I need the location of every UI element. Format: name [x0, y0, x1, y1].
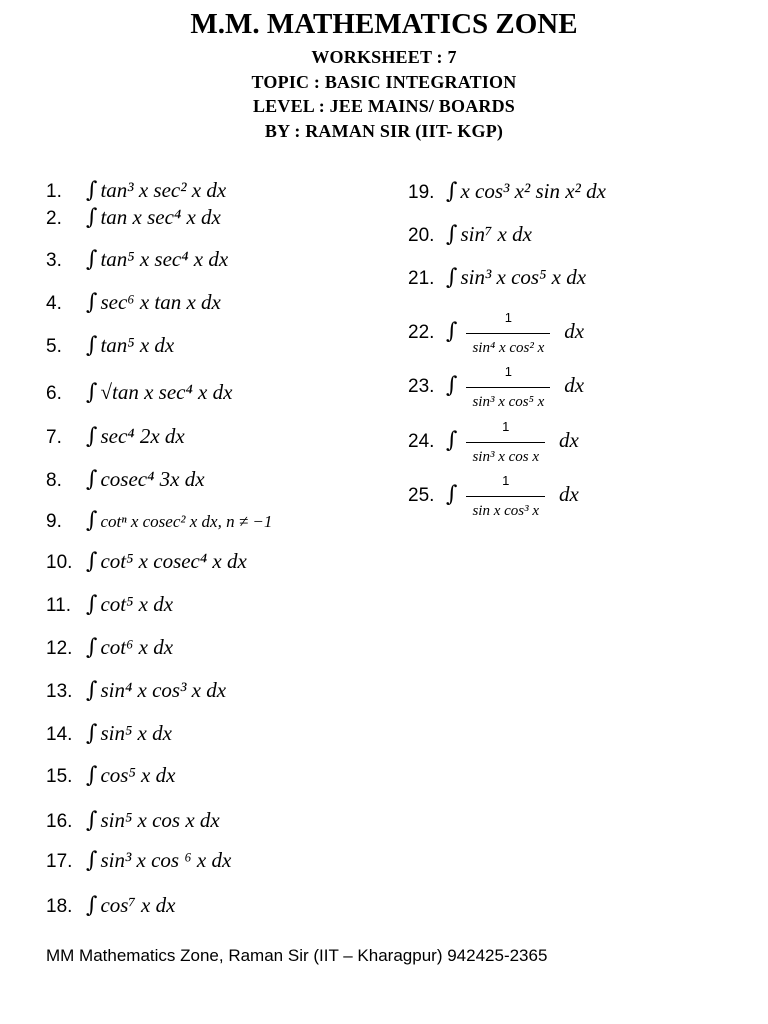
problem-item [46, 424, 185, 452]
problem-item [46, 467, 205, 495]
problem-item [46, 549, 247, 577]
fraction-denominator: sin x cos³ x [466, 496, 545, 523]
author-line: BY : RAMAN SIR (IIT- KGP) [264, 121, 504, 141]
problem-number: 17. [46, 851, 73, 872]
integrand: tan⁵ x dx [100, 333, 175, 357]
fraction [466, 360, 550, 414]
problem-item [408, 306, 585, 356]
integrand: sin⁵ x dx [100, 721, 172, 745]
problem-item [46, 247, 228, 275]
integrand: cosec⁴ 3x dx [100, 467, 205, 491]
footer-contact: MM Mathematics Zone, Raman Sir (IIT – Kharagpur) 942425-2365 [46, 946, 548, 965]
problem-item [46, 848, 231, 876]
problem-number: 24. [408, 431, 435, 452]
problem-item [46, 205, 221, 233]
integral-symbol: ∫ [86, 424, 98, 449]
level-line: LEVEL : JEE MAINS/ BOARDS [252, 96, 516, 116]
problem-number: 8. [46, 470, 62, 491]
integral-symbol: ∫ [446, 179, 458, 204]
integrand: sec⁶ x tan x dx [100, 290, 221, 314]
problem-item [46, 290, 221, 318]
integral-symbol: ∫ [86, 678, 98, 703]
integrand: sin³ x cos ⁶ x dx [100, 848, 232, 872]
problem-item [408, 469, 579, 519]
integrand: tan³ x sec² x dx [100, 178, 227, 202]
integral-symbol: ∫ [86, 467, 98, 492]
problem-number: 2. [46, 208, 62, 229]
differential: dx [559, 428, 579, 452]
problem-number: 13. [46, 681, 73, 702]
integrand: cotⁿ x cosec² x dx, n ≠ −1 [100, 512, 273, 531]
integral-symbol: ∫ [86, 808, 98, 833]
integral-symbol: ∫ [86, 205, 98, 230]
problem-number: 19. [408, 182, 435, 203]
integral-symbol: ∫ [86, 635, 98, 660]
differential: dx [559, 482, 579, 506]
problem-number: 11. [46, 595, 72, 616]
integrand: sin⁵ x cos x dx [100, 808, 220, 832]
problem-item [408, 415, 579, 465]
fraction-numerator: 1 [502, 473, 510, 488]
problem-item [46, 721, 172, 749]
integrand: sin³ x cos⁵ x dx [460, 265, 587, 289]
problem-number: 15. [46, 766, 73, 787]
differential: dx [564, 319, 585, 343]
problem-number: 16. [46, 811, 73, 832]
fraction [466, 469, 545, 523]
problem-number: 5. [46, 336, 62, 357]
integral-symbol: ∫ [86, 848, 98, 873]
problem-number: 4. [46, 293, 62, 314]
integral-symbol: ∫ [446, 222, 458, 247]
problem-number: 10. [46, 552, 73, 573]
integrand: sin⁷ x dx [460, 222, 532, 246]
integrand: x cos³ x² sin x² dx [460, 179, 606, 203]
problem-number: 25. [408, 485, 435, 506]
integrand: sec⁴ 2x dx [100, 424, 185, 448]
problem-number: 21. [408, 268, 435, 289]
integral-symbol: ∫ [86, 247, 98, 272]
problem-item [46, 635, 173, 663]
problem-item [46, 592, 173, 620]
integrand: cot⁵ x cosec⁴ x dx [100, 549, 247, 573]
problem-item [46, 178, 226, 206]
integrand: cos⁵ x dx [100, 763, 176, 787]
problem-number: 3. [46, 250, 62, 271]
fraction-denominator: sin³ x cos⁵ x [466, 387, 550, 414]
problem-item [46, 380, 232, 408]
integral-symbol: ∫ [446, 482, 458, 507]
fraction-denominator: sin³ x cos x [466, 442, 545, 469]
problem-item [46, 678, 226, 706]
problem-number: 12. [46, 638, 73, 659]
fraction [466, 306, 550, 360]
integrand: √tan x sec⁴ x dx [100, 380, 233, 404]
integrand: cot⁵ x dx [100, 592, 174, 616]
problem-number: 6. [46, 383, 62, 404]
problem-item [408, 222, 532, 250]
integral-symbol: ∫ [446, 428, 458, 453]
integral-symbol: ∫ [86, 380, 98, 405]
problem-number: 20. [408, 225, 435, 246]
problem-item [408, 179, 606, 207]
problem-item [408, 265, 586, 293]
integral-symbol: ∫ [86, 333, 98, 358]
integral-symbol: ∫ [86, 178, 98, 203]
integral-symbol: ∫ [86, 508, 98, 533]
topic-line: TOPIC : BASIC INTEGRATION [251, 72, 517, 92]
integrand: tan⁵ x sec⁴ x dx [100, 247, 229, 271]
problem-number: 14. [46, 724, 73, 745]
problem-item [46, 808, 220, 836]
differential: dx [564, 373, 585, 397]
integral-symbol: ∫ [86, 549, 98, 574]
page-title: M.M. MATHEMATICS ZONE [190, 8, 578, 40]
fraction-numerator: 1 [502, 419, 510, 434]
problem-item [46, 893, 175, 921]
integral-symbol: ∫ [446, 373, 458, 398]
fraction-numerator: 1 [504, 364, 512, 379]
integral-symbol: ∫ [86, 592, 98, 617]
problem-item [46, 333, 174, 361]
integrand: cos⁷ x dx [100, 893, 176, 917]
problem-number: 22. [408, 322, 435, 343]
integral-symbol: ∫ [446, 319, 458, 344]
problem-number: 9. [46, 511, 62, 532]
worksheet-number: WORKSHEET : 7 [311, 47, 457, 67]
fraction-numerator: 1 [504, 310, 512, 325]
integral-symbol: ∫ [86, 290, 98, 315]
integrand: sin⁴ x cos³ x dx [100, 678, 227, 702]
problem-number: 7. [46, 427, 62, 448]
fraction-denominator: sin⁴ x cos² x [466, 333, 550, 360]
problem-number: 23. [408, 376, 435, 397]
problem-number: 1. [46, 181, 62, 202]
integrand: cot⁶ x dx [100, 635, 174, 659]
problem-item [46, 763, 175, 791]
problem-item [408, 360, 585, 410]
integral-symbol: ∫ [86, 893, 98, 918]
integral-symbol: ∫ [86, 763, 98, 788]
problem-number: 18. [46, 896, 73, 917]
integral-symbol: ∫ [86, 721, 98, 746]
problem-item [46, 509, 272, 537]
fraction [466, 415, 545, 469]
integrand: tan x sec⁴ x dx [100, 205, 221, 229]
integral-symbol: ∫ [446, 265, 458, 290]
